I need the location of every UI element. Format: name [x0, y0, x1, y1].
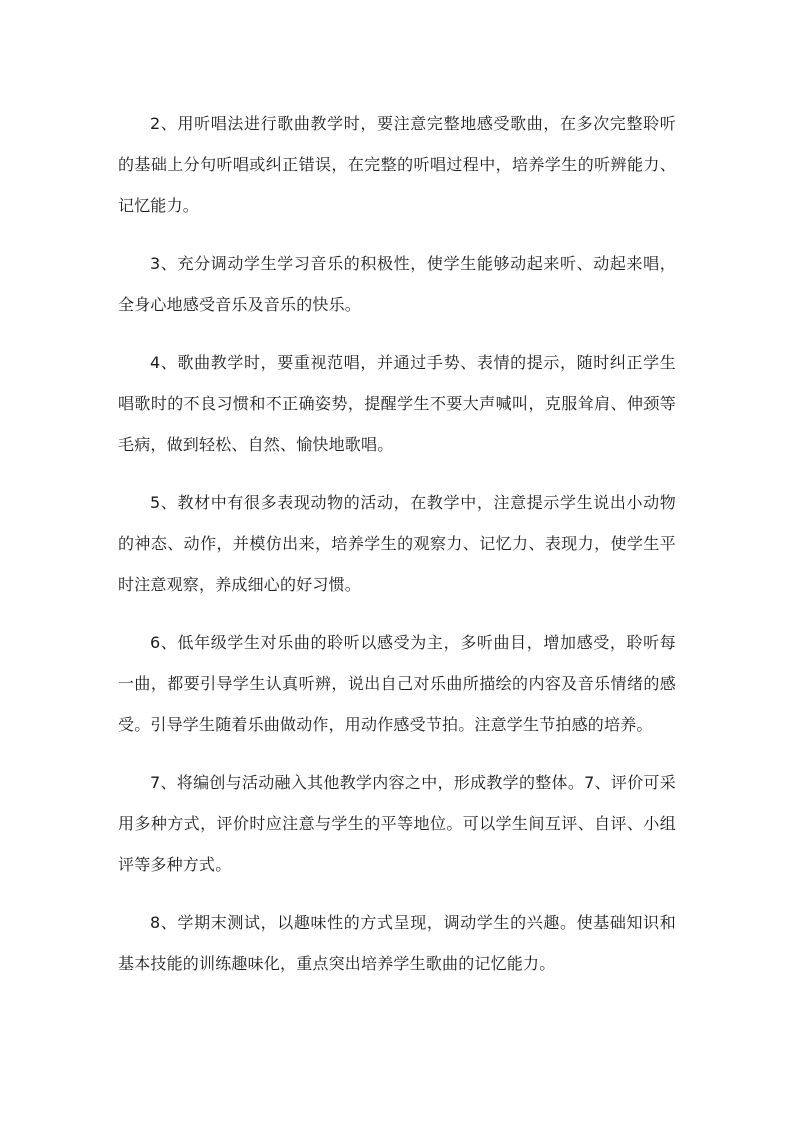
document-page: [118, 103, 676, 1001]
paragraph-item-8: 8、学期末测试，以趣味性的方式呈现，调动学生的兴趣。使基础知识和基本技能的训练趣味化，重点突出培养学生歌曲的记忆能力。: [118, 913, 676, 973]
paragraph-item-2: 2、用听唱法进行歌曲教学时，要注意完整地感受歌曲，在多次完整聆听的基础上分句听唱或纠正错误，在完整的听唱过程中，培养学生的听辨能力、记忆能力。: [118, 114, 676, 215]
paragraph-item-4: 4、歌曲教学时，要重视范唱，并通过手势、表情的提示，随时纠正学生唱歌时的不良习惯和不正确姿势，提醒学生不要大声喊叫，克服耸肩、伸颈等毛病，做到轻松、自然、愉快地歌唱。: [118, 353, 676, 454]
paragraph-item-3: 3、充分调动学生学习音乐的积极性，使学生能够动起来听、动起来唱，全身心地感受音乐及音乐的快乐。: [118, 254, 676, 314]
paragraph-item-6: 6、低年级学生对乐曲的聆听以感受为主，多听曲目，增加感受，聆听每一曲，都要引导学生认真听辨，说出自己对乐曲所描绘的内容及音乐情绪的感受。引导学生随着乐曲做动作，用动作感受节拍。注意学生节拍感的培养。: [118, 633, 676, 734]
paragraph-item-7: 7、将编创与活动融入其他教学内容之中，形成教学的整体。7、评价可采用多种方式，评价时应注意与学生的平等地位。可以学生间互评、自评、小组评等多种方式。: [118, 773, 676, 874]
paragraph-item-5: 5、教材中有很多表现动物的活动，在教学中，注意提示学生说出小动物的神态、动作，并模仿出来，培养学生的观察力、记忆力、表现力，使学生平时注意观察，养成细心的好习惯。: [118, 493, 676, 594]
